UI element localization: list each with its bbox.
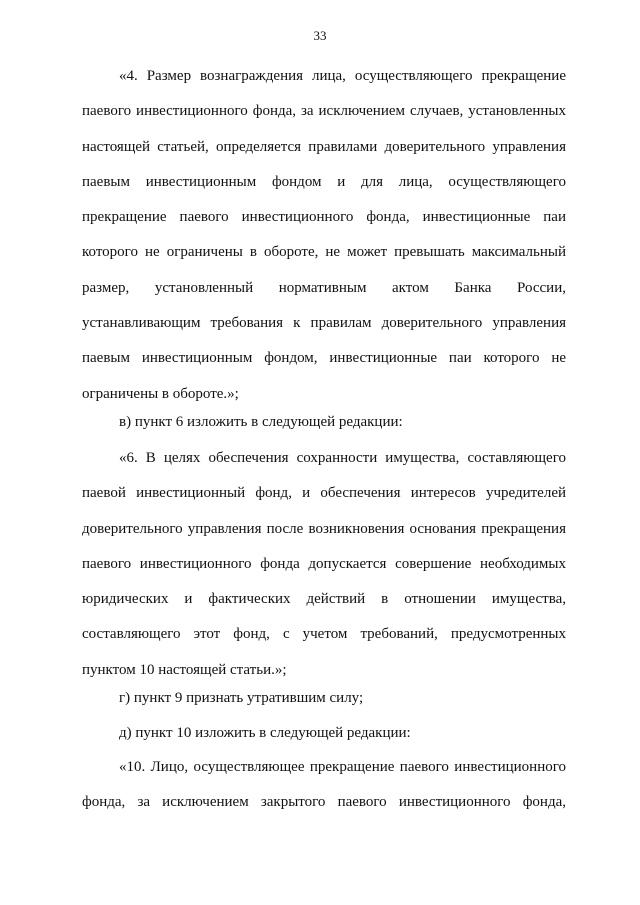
paragraph-item-6-text: «6. В целях обеспечения сохранности имущества, составляющего паевой инвестиционный фонд, и обеспечения интересов учредителей доверительного управления после возникновения основания прекращения паевого инвестиционного фонда допускается совершение необходимых юридических и фактических действий в отношении имущества, составляющего этот фонд, с учетом требований, предусмотренных пунктом 10 настоящей статьи.»;	[82, 450, 566, 678]
paragraph-item-10-text: «10. Лицо, осуществляющее прекращение паевого инвестиционного фонда, за исключением закрытого паевого инвестиционного фонда,	[82, 759, 566, 811]
page-number: 33	[313, 28, 327, 43]
paragraph-amend-point-6: в) пункт 6 изложить в следующей редакции:	[119, 414, 403, 430]
paragraph-item-4-text: «4. Размер вознаграждения лица, осуществляющего прекращение паевого инвестиционного фонда, за исключением случаев, установленных настоящей статьей, определяется правилами доверительного управления паевым инвестиционным фондом и для лица, осуществляющего прекращение паевого инвестиционного фонда, инвестиционные паи которого не ограничены в обороте, не может превышать максимальный размер, установленный нормативным актом Банка России, устанавливающим требования к правилам доверительного управления паевым инвестиционным фондом, инвестиционные паи которого не ограничены в обороте.»;	[82, 68, 566, 402]
paragraph-amend-point-10: д) пункт 10 изложить в следующей редакции:	[119, 725, 411, 741]
paragraph-repeal-point-9: г) пункт 9 признать утратившим силу;	[119, 690, 364, 706]
